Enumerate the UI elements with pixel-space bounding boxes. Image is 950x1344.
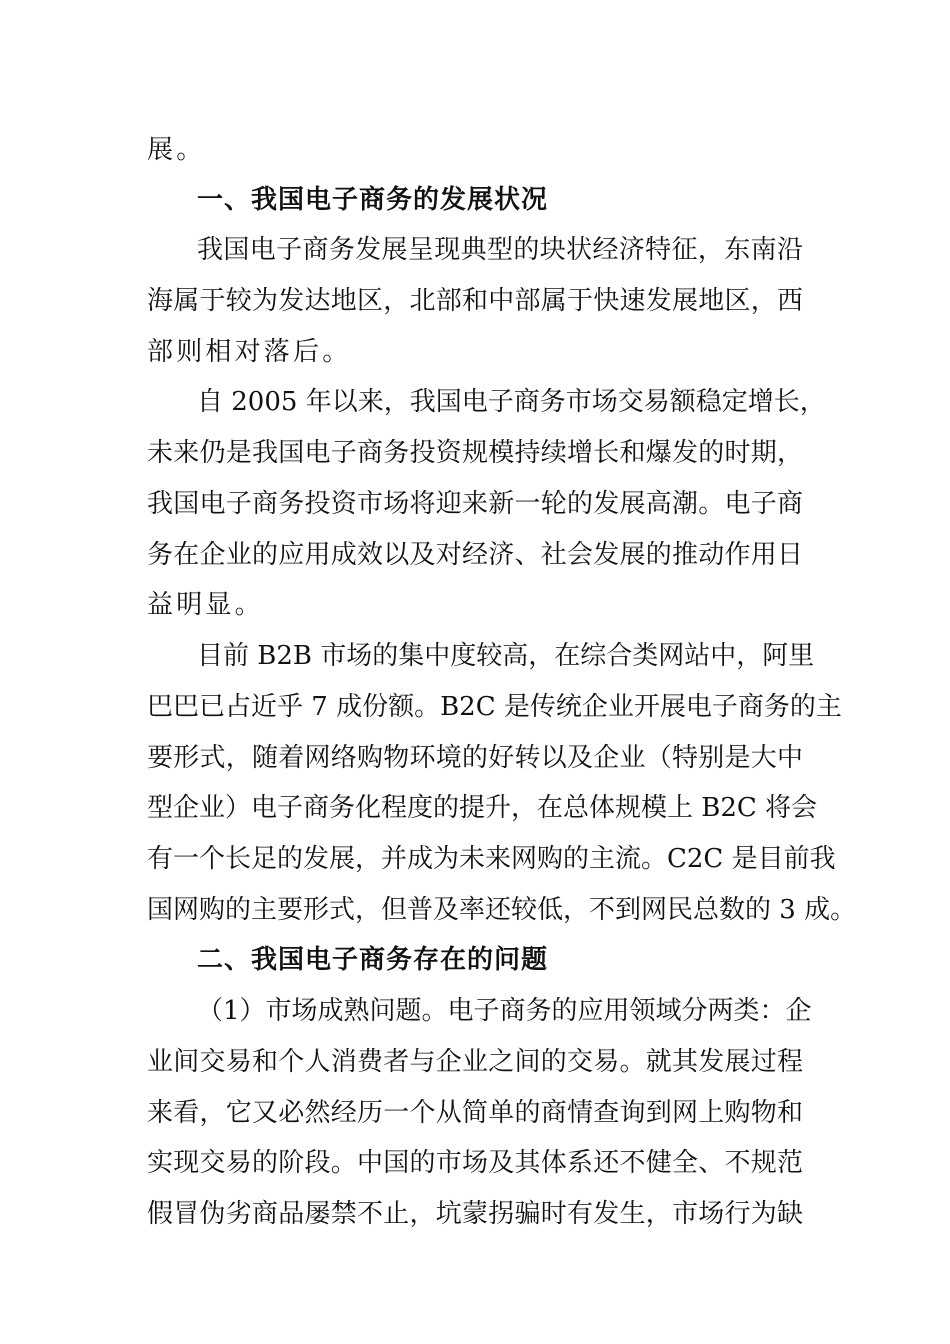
text-line: 我国电子商务投资市场将迎来新一轮的发展高潮。电子商 (147, 489, 803, 519)
text-line: 务在企业的应用成效以及对经济、社会发展的推动作用日 (147, 540, 803, 570)
text-line: 海属于较为发达地区，北部和中部属于快速发展地区，西 (147, 286, 803, 316)
text-line: 来看，它又必然经历一个从简单的商情查询到网上购物和 (147, 1098, 803, 1128)
text-line: 我国电子商务发展呈现典型的块状经济特征，东南沿 (197, 235, 803, 265)
text-line: 目前 B2B 市场的集中度较高，在综合类网站中，阿里 (197, 641, 815, 671)
text-line: 未来仍是我国电子商务投资规模持续增长和爆发的时期， (147, 438, 803, 468)
section-heading-1: 一、我国电子商务的发展状况 (197, 185, 549, 215)
text-line: 巴巴已占近乎 7 成份额。B2C 是传统企业开展电子商务的主 (147, 692, 842, 722)
text-line: 业间交易和个人消费者与企业之间的交易。就其发展过程 (147, 1047, 803, 1077)
text-line: 假冒伪劣商品屡禁不止，坑蒙拐骗时有发生，市场行为缺 (147, 1199, 803, 1229)
text-line: 自 2005 年以来，我国电子商务市场交易额稳定增长， (197, 387, 826, 417)
text-line: 国网购的主要形式，但普及率还较低，不到网民总数的 3 成。 (147, 895, 857, 925)
text-line: 型企业）电子商务化程度的提升，在总体规模上 B2C 将会 (147, 793, 818, 823)
text-line: （1）市场成熟问题。电子商务的应用领域分两类：企 (197, 996, 812, 1026)
text-line: 有一个长足的发展，并成为未来网购的主流。C2C 是目前我 (147, 844, 836, 874)
text-line: 要形式，随着网络购物环境的好转以及企业（特别是大中 (147, 743, 803, 773)
text-line: 益明显。 (147, 590, 264, 620)
text-line: 实现交易的阶段。中国的市场及其体系还不健全、不规范 (147, 1148, 803, 1178)
section-heading-2: 二、我国电子商务存在的问题 (197, 945, 549, 975)
text-line: 部则相对落后。 (147, 337, 352, 367)
text-line: 展。 (147, 135, 206, 165)
